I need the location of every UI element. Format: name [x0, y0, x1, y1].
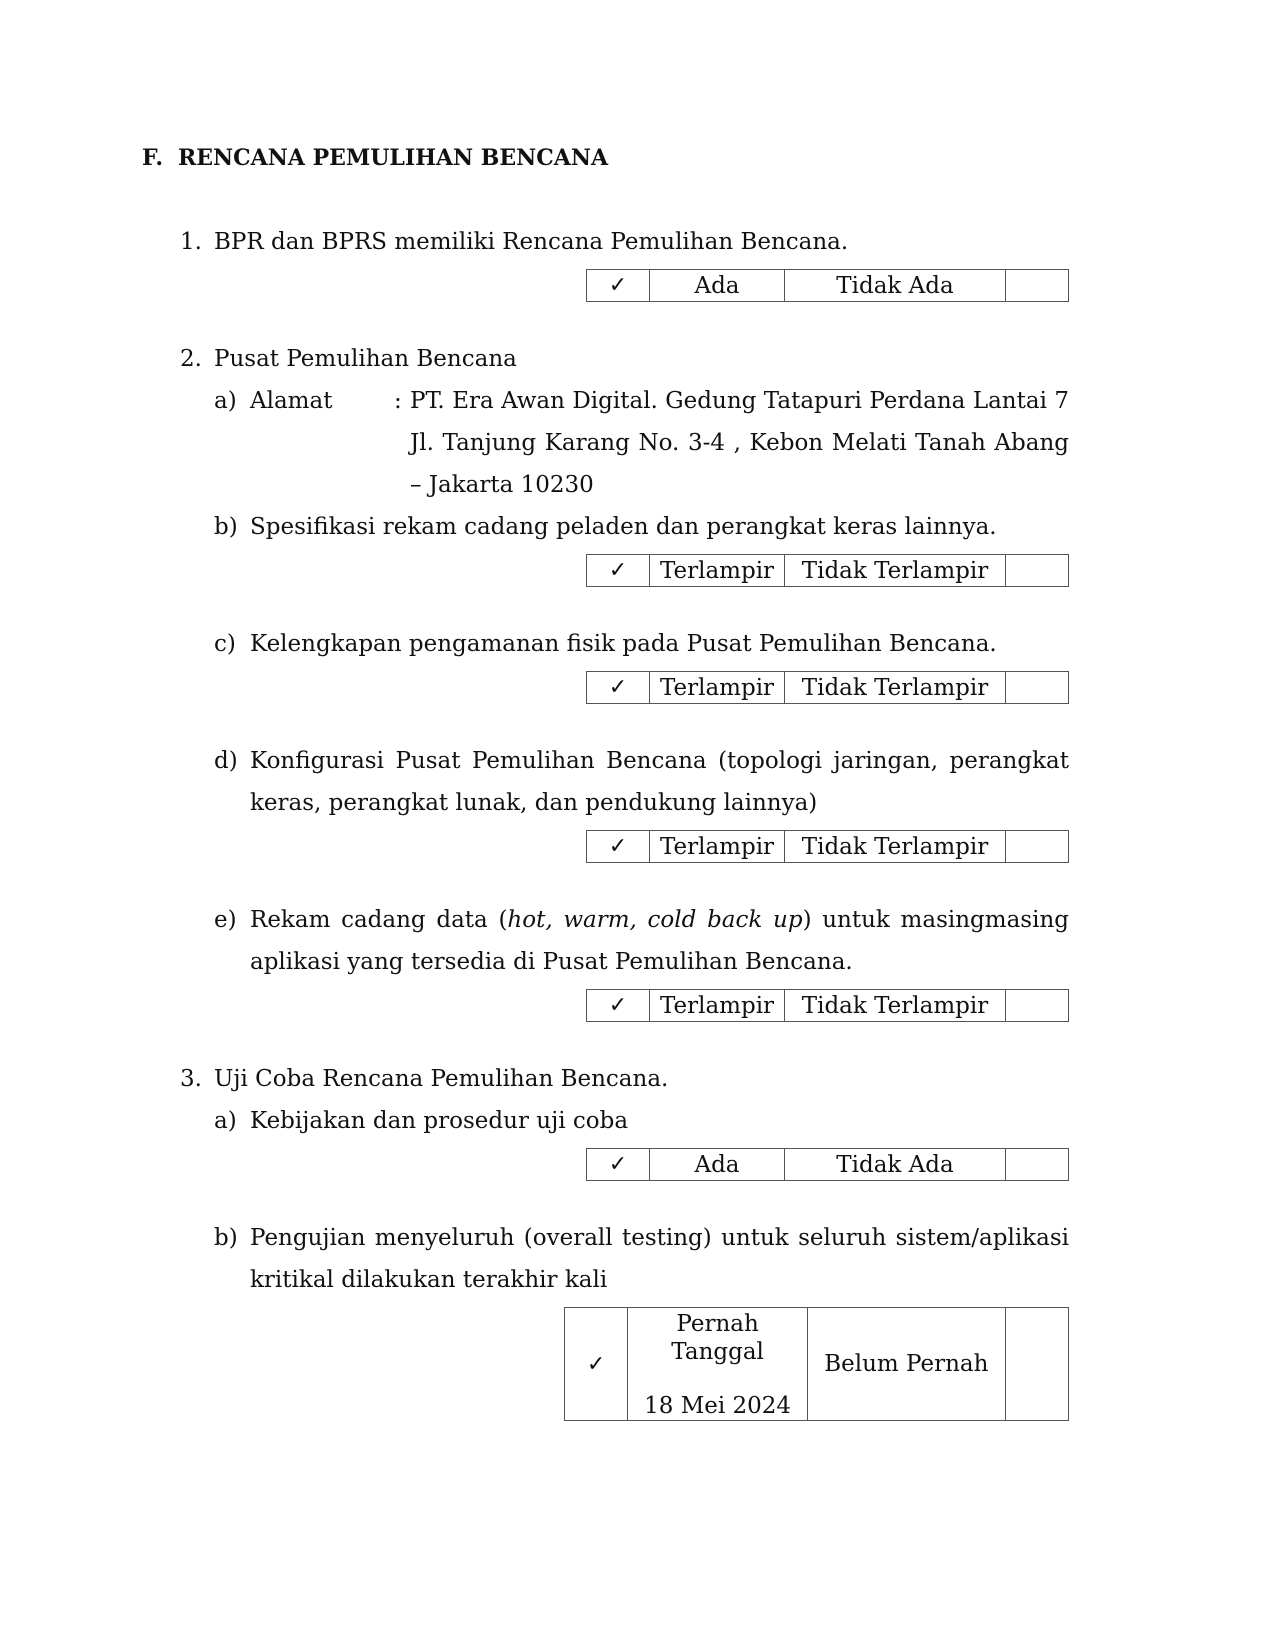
item-3a-no-label: Tidak Ada: [785, 1149, 1006, 1181]
item-2b-no-label: Tidak Terlampir: [785, 555, 1006, 587]
item-3a-checkbox-table: [586, 1148, 1069, 1181]
item-3a-yes-check[interactable]: ✓: [587, 1149, 650, 1181]
item-2d-checkbox-table: [586, 830, 1069, 863]
item-3b-yes-line-1: Pernah: [676, 1311, 759, 1337]
item-2c-label: c): [214, 631, 236, 657]
item-2d-line-2: keras, perangkat lunak, dan pendukung lainnya): [250, 790, 818, 816]
item-2d-no-label: Tidak Terlampir: [785, 831, 1006, 863]
item-2e-line-1-italic: hot, warm, cold back up: [507, 907, 803, 933]
item-3b-label: b): [214, 1225, 238, 1251]
item-2c-checkbox-table: [586, 671, 1069, 704]
item-2e-line-1: [250, 906, 1069, 934]
item-2b-no-check[interactable]: [1006, 555, 1069, 587]
item-1-text: BPR dan BPRS memiliki Rencana Pemulihan Bencana.: [214, 229, 849, 255]
address-line-3: – Jakarta 10230: [410, 472, 594, 498]
item-2e-no-check[interactable]: [1006, 990, 1069, 1022]
item-3-number: 3.: [180, 1066, 202, 1092]
item-2e-yes-label: Terlampir: [650, 990, 785, 1022]
item-2d-no-check[interactable]: [1006, 831, 1069, 863]
item-2d-line-1: Konfigurasi Pusat Pemulihan Bencana (topologi jaringan, perangkat: [250, 748, 1069, 774]
item-3b-line-2: kritikal dilakukan terakhir kali: [250, 1267, 608, 1293]
item-3a-text: Kebijakan dan prosedur uji coba: [250, 1108, 629, 1134]
item-2e-no-label: Tidak Terlampir: [785, 990, 1006, 1022]
item-2e-line-1-pre: Rekam cadang data (: [250, 907, 508, 933]
item-1-no-label: Tidak Ada: [785, 270, 1006, 302]
item-2e-line-2: aplikasi yang tersedia di Pusat Pemulihan Bencana.: [250, 949, 853, 975]
item-3b-checkbox-table: [564, 1307, 1069, 1421]
item-2e-label: e): [214, 907, 237, 933]
address-line-2: Jl. Tanjung Karang No. 3-4 , Kebon Melati Tanah Abang: [410, 430, 1069, 456]
item-3a-yes-label: Ada: [650, 1149, 785, 1181]
item-2b-yes-label: Terlampir: [650, 555, 785, 587]
item-2b-text: Spesifikasi rekam cadang peladen dan perangkat keras lainnya.: [250, 514, 997, 540]
item-3a-no-check[interactable]: [1006, 1149, 1069, 1181]
item-2c-no-label: Tidak Terlampir: [785, 672, 1006, 704]
item-2d-label: d): [214, 748, 238, 774]
item-2a-colon: :: [394, 388, 402, 414]
item-1-yes-label: Ada: [650, 270, 785, 302]
item-2-text: Pusat Pemulihan Bencana: [214, 346, 517, 372]
item-2e-checkbox-table: [586, 989, 1069, 1022]
item-2c-yes-check[interactable]: ✓: [587, 672, 650, 704]
item-3b-no-label: Belum Pernah: [807, 1308, 1005, 1421]
item-2d-yes-check[interactable]: ✓: [587, 831, 650, 863]
item-3b-no-check[interactable]: [1005, 1308, 1068, 1421]
item-2c-yes-label: Terlampir: [650, 672, 785, 704]
item-2c-text: Kelengkapan pengamanan fisik pada Pusat Pemulihan Bencana.: [250, 631, 997, 657]
item-2b-label: b): [214, 514, 238, 540]
item-2a-label: a): [214, 388, 237, 414]
section-letter: F.: [142, 145, 164, 171]
item-1-no-check[interactable]: [1006, 270, 1069, 302]
address-line-1: PT. Era Awan Digital. Gedung Tatapuri Perdana Lantai 7: [410, 388, 1069, 414]
item-2b-yes-check[interactable]: ✓: [587, 555, 650, 587]
section-title: RENCANA PEMULIHAN BENCANA: [178, 145, 609, 171]
item-1-yes-check[interactable]: ✓: [587, 270, 650, 302]
item-2d-yes-label: Terlampir: [650, 831, 785, 863]
item-3b-yes-date: 18 Mei 2024: [644, 1393, 792, 1419]
item-2e-yes-check[interactable]: ✓: [587, 990, 650, 1022]
item-3b-yes-line-2: Tanggal: [671, 1339, 764, 1365]
item-2-number: 2.: [180, 346, 202, 372]
item-2c-no-check[interactable]: [1006, 672, 1069, 704]
item-1-number: 1.: [180, 229, 202, 255]
item-2a-field: Alamat: [250, 388, 333, 414]
item-2e-line-1-post: ) untuk masingmasing: [802, 907, 1069, 933]
item-3a-label: a): [214, 1108, 237, 1134]
item-3-text: Uji Coba Rencana Pemulihan Bencana.: [214, 1066, 669, 1092]
item-1-checkbox-table: [586, 269, 1069, 302]
item-2b-checkbox-table: [586, 554, 1069, 587]
item-3b-line-1: Pengujian menyeluruh (overall testing) untuk seluruh sistem/aplikasi: [250, 1225, 1069, 1251]
item-3b-yes-cell: [628, 1308, 808, 1421]
item-3b-yes-check[interactable]: ✓: [565, 1308, 628, 1421]
